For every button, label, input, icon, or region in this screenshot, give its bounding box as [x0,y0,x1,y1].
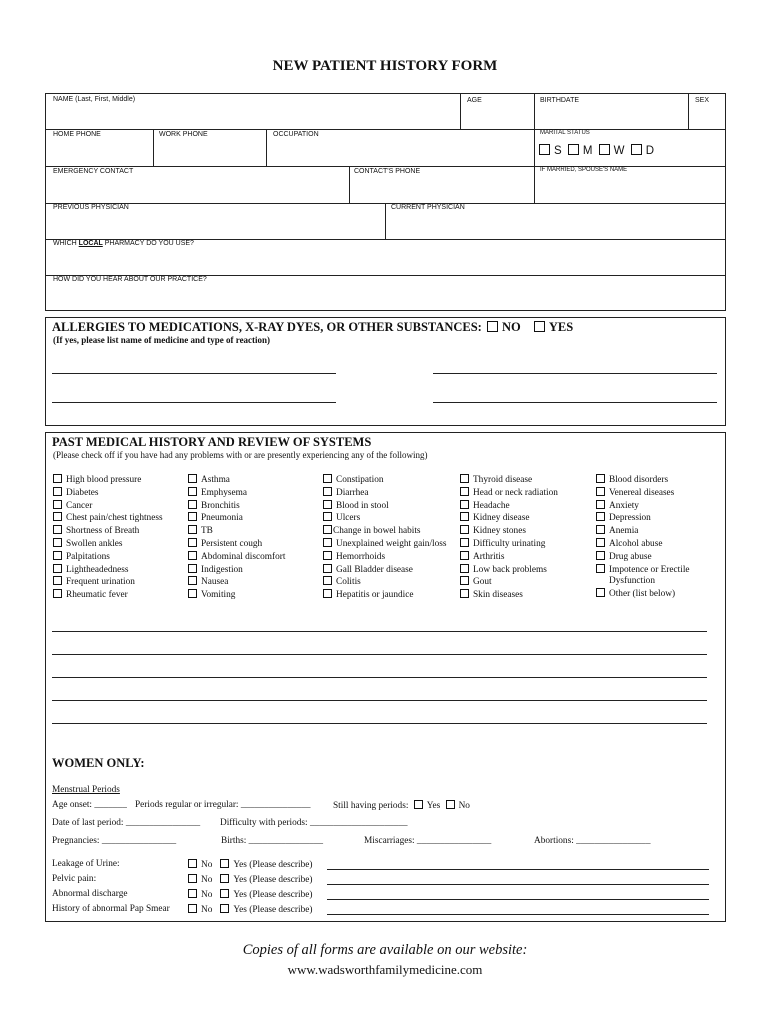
condition-item[interactable]: Drug abuse [596,551,690,564]
condition-item[interactable]: Hemorrhoids [323,551,447,564]
condition-item[interactable]: Unexplained weight gain/loss [323,538,447,551]
sex-field-label: SEX [695,97,710,104]
pelvic-no-checkbox[interactable] [188,874,197,883]
home-phone-label: HOME PHONE [53,131,101,138]
pelvic-yes-checkbox[interactable] [220,874,229,883]
condition-item[interactable]: Gall Bladder disease [323,564,447,577]
history-instructions: (Please check off if you have had any problems with or are presently experiencing any of the following) [53,450,428,460]
discharge-options: No Yes (Please describe) [188,889,312,900]
condition-item[interactable]: Kidney stones [460,525,558,538]
condition-item[interactable]: Vomiting [188,589,285,602]
leakage-label: Leakage of Urine: [52,859,120,869]
condition-item[interactable]: Thyroid disease [460,474,558,487]
condition-item[interactable]: High blood pressure [53,474,163,487]
hear-about-label: HOW DID YOU HEAR ABOUT OUR PRACTICE? [53,276,207,283]
discharge-yes-checkbox[interactable] [220,889,229,898]
marital-d-checkbox[interactable] [631,144,642,155]
leakage-yes-checkbox[interactable] [220,859,229,868]
current-physician-label: CURRENT PHYSICIAN [391,204,465,211]
condition-item[interactable]: Asthma [188,474,285,487]
still-having-yes-checkbox[interactable] [414,800,423,809]
condition-item[interactable]: Indigestion [188,564,285,577]
form-title: NEW PATIENT HISTORY FORM [272,58,498,74]
website-link[interactable]: www.wadsworthfamilymedicine.com [287,962,483,977]
pap-yes-checkbox[interactable] [220,904,229,913]
writein-line[interactable] [52,700,707,701]
pap-smear-options: No Yes (Please describe) [188,904,312,915]
allergy-line[interactable] [433,402,717,403]
condition-item[interactable]: Rheumatic fever [53,589,163,602]
pharmacy-label: WHICH LOCAL PHARMACY DO YOU USE? [53,240,194,247]
condition-item[interactable]: Anxiety [596,500,690,513]
writein-line[interactable] [52,677,707,678]
condition-item[interactable]: Kidney disease [460,512,558,525]
condition-item[interactable]: Impotence or Erectile [596,564,690,577]
emergency-contact-label: EMERGENCY CONTACT [53,168,134,175]
condition-item[interactable]: Pneumonia [188,512,285,525]
condition-item[interactable]: Colitis [323,576,447,589]
leakage-no-checkbox[interactable] [188,859,197,868]
allergy-line[interactable] [52,402,336,403]
pregnancies-field[interactable]: Pregnancies: ________________ [52,836,177,846]
contacts-phone-label: CONTACT'S PHONE [354,168,421,175]
condition-item[interactable]: Anemia [596,525,690,538]
age-field-label: AGE [467,97,482,104]
condition-item[interactable]: Head or neck radiation [460,487,558,500]
marital-options: S M W D [539,144,654,157]
periods-regular-field[interactable]: Periods regular or irregular: _______________ [135,800,311,810]
condition-item[interactable]: Nausea [188,576,285,589]
condition-item[interactable]: Palpitations [53,551,163,564]
condition-item[interactable]: Diarrhea [323,487,447,500]
writein-line[interactable] [52,723,707,724]
allergies-section [45,317,726,426]
births-field[interactable]: Births: ________________ [221,836,324,846]
condition-column-1 [53,474,163,602]
allergies-yes-checkbox[interactable] [534,321,545,332]
discharge-label: Abnormal discharge [52,889,128,899]
allergies-instructions: (If yes, please list name of medicine and type of reaction) [53,335,271,345]
last-period-field[interactable]: Date of last period: ________________ [52,818,201,828]
condition-item[interactable]: Hepatitis or jaundice [323,589,447,602]
previous-physician-label: PREVIOUS PHYSICIAN [53,204,129,211]
condition-item-continued: Dysfunction [609,576,655,587]
marital-status-label: MARITAL STATUS [540,130,590,136]
condition-item[interactable]: Blood disorders [596,474,690,487]
work-phone-label: WORK PHONE [159,131,208,138]
birthdate-field-label: BIRTHDATE [540,97,580,104]
marital-w-checkbox[interactable] [599,144,610,155]
pelvic-describe-line[interactable] [327,884,709,885]
condition-item[interactable]: Frequent urination [53,576,163,589]
name-field-label: NAME (Last, First, Middle) [53,96,136,103]
occupation-label: OCCUPATION [273,131,319,138]
condition-item[interactable]: Persistent cough [188,538,285,551]
pelvic-pain-options: No Yes (Please describe) [188,874,312,885]
pelvic-pain-label: Pelvic pain: [52,874,97,884]
condition-column-5 [596,474,690,601]
still-having-periods: Still having periods: Yes No [333,801,470,811]
spouse-name-label: IF MARRIED, SPOUSE'S NAME [540,167,628,173]
leakage-options: No Yes (Please describe) [188,859,312,870]
discharge-describe-line[interactable] [327,899,709,900]
condition-item[interactable]: Blood in stool [323,500,447,513]
condition-column-3 [323,474,447,602]
condition-item[interactable]: TB [188,525,285,538]
miscarriages-field[interactable]: Miscarriages: ________________ [364,836,492,846]
condition-item[interactable]: Venereal diseases [596,487,690,500]
allergy-line[interactable] [433,373,717,374]
discharge-no-checkbox[interactable] [188,889,197,898]
condition-item[interactable]: Diabetes [53,487,163,500]
condition-item[interactable]: Emphysema [188,487,285,500]
leakage-describe-line[interactable] [327,869,709,870]
marital-s-checkbox[interactable] [539,144,550,155]
condition-item[interactable]: Change in bowel habits [323,525,447,538]
women-only-heading: WOMEN ONLY: [52,756,145,770]
history-heading: PAST MEDICAL HISTORY AND REVIEW OF SYSTEMS [52,435,372,449]
condition-column-4 [460,474,558,602]
abortions-field[interactable]: Abortions: ________________ [534,836,651,846]
condition-item[interactable]: Headache [460,500,558,513]
condition-item[interactable]: Low back problems [460,564,558,577]
allergies-heading: ALLERGIES TO MEDICATIONS, X-RAY DYES, OR OTHER SUBSTANCES: NO YES [52,320,574,334]
footer-note: Copies of all forms are available on our website: [242,942,528,958]
pap-describe-line[interactable] [327,914,709,915]
writein-line[interactable] [52,631,707,632]
condition-item[interactable]: Ulcers [323,512,447,525]
condition-item[interactable]: Arthritis [460,551,558,564]
pap-no-checkbox[interactable] [188,904,197,913]
condition-item[interactable]: Shortness of Breath [53,525,163,538]
allergy-line[interactable] [52,373,336,374]
pap-smear-label: History of abnormal Pap Smear [52,904,170,914]
still-having-no-checkbox[interactable] [446,800,455,809]
condition-item[interactable]: Bronchitis [188,500,285,513]
difficulty-periods-field[interactable]: Difficulty with periods: _____________________ [220,818,408,828]
condition-item[interactable]: Gout [460,576,558,589]
condition-item[interactable]: Lightheadedness [53,564,163,577]
condition-item[interactable]: Skin diseases [460,589,558,602]
marital-m-checkbox[interactable] [568,144,579,155]
allergies-no-checkbox[interactable] [487,321,498,332]
condition-item[interactable]: Swollen ankles [53,538,163,551]
writein-line[interactable] [52,654,707,655]
age-onset-field[interactable]: Age onset: _______ [52,800,127,810]
menstrual-periods-label: Menstrual Periods [52,785,120,795]
condition-item[interactable]: Other (list below) [596,588,690,601]
condition-column-2 [188,474,285,602]
condition-item[interactable]: Constipation [323,474,447,487]
condition-item[interactable]: Depression [596,512,690,525]
condition-item[interactable]: Abdominal discomfort [188,551,285,564]
condition-item[interactable]: Cancer [53,500,163,513]
condition-item[interactable]: Difficulty urinating [460,538,558,551]
condition-item[interactable]: Chest pain/chest tightness [53,512,163,525]
condition-item[interactable]: Alcohol abuse [596,538,690,551]
demographics-table [45,93,726,311]
